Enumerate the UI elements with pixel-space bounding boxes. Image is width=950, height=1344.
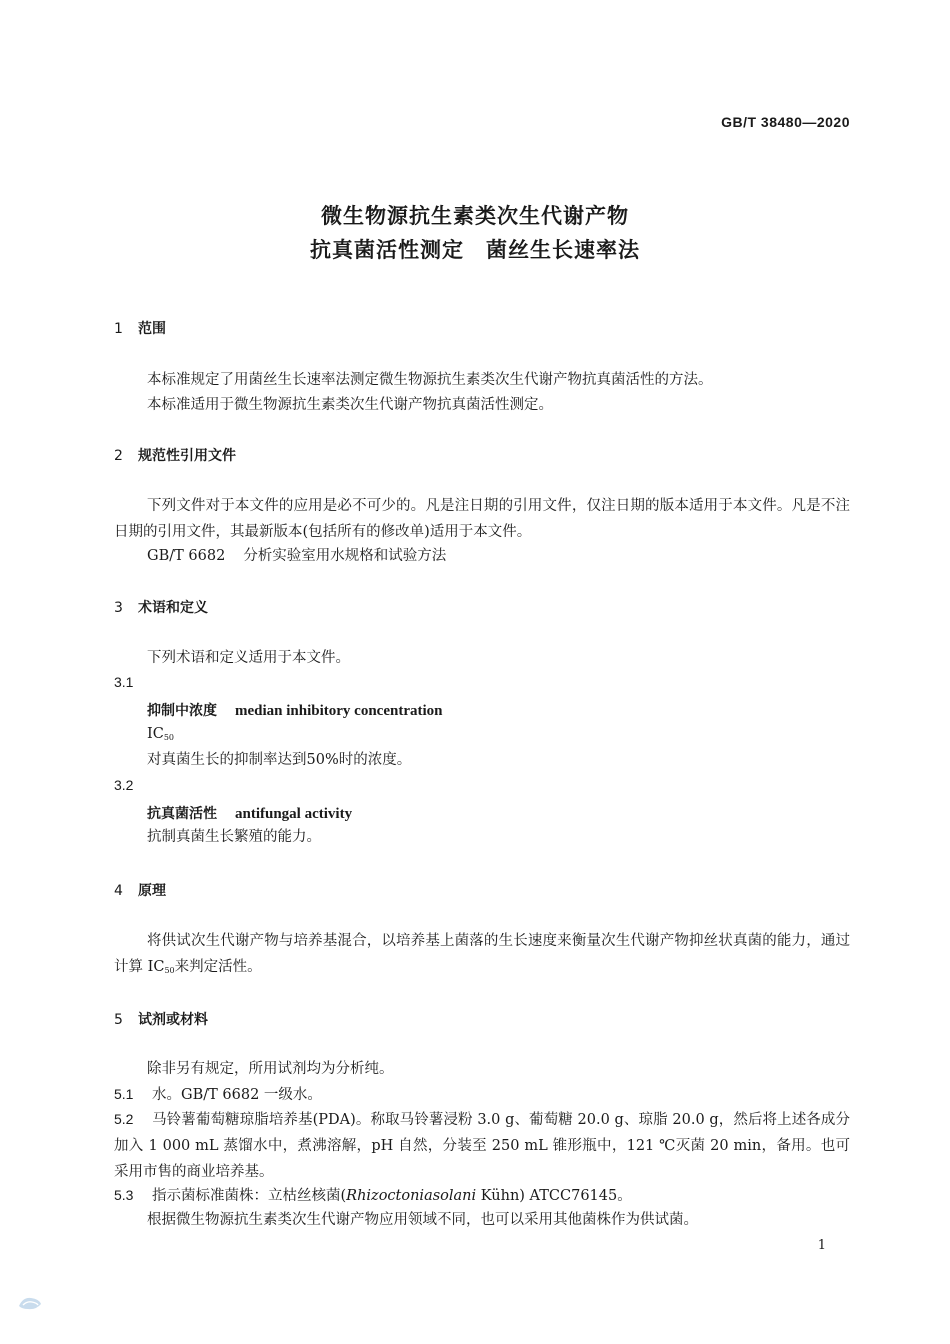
- section-1-paragraph-2: 本标准适用于微生物源抗生素类次生代谢产物抗真菌活性测定。: [147, 397, 553, 413]
- page-number: 1: [817, 1238, 826, 1253]
- item-5-1: 5.1 水。GB/T 6682 一级水。: [114, 1086, 322, 1103]
- term-3-1-name: 抑制中浓度 median inhibitory concentration: [147, 703, 443, 719]
- section-3-paragraph-1: 下列术语和定义适用于本文件。: [147, 650, 350, 666]
- section-1-paragraph-1: 本标准规定了用菌丝生长速率法测定微生物源抗生素类次生代谢产物抗真菌活性的方法。: [147, 372, 713, 388]
- term-number-3-2: 3.2: [114, 777, 134, 793]
- section-heading-2: 2 规范性引用文件: [114, 448, 236, 464]
- term-3-2-name: 抗真菌活性 antifungal activity: [147, 806, 353, 822]
- section-4-paragraph-1: 将供试次生代谢产物与培养基混合，以培养基上菌落的生长速度来衡量次生代谢产物抑丝状真菌的能力，通过计算 $IC_{50}$来判定活性。: [114, 933, 850, 975]
- item-5-2: 5.2 马铃薯葡萄糖琼脂培养基(PDA)。称取马铃薯浸粉 3.0 g、葡萄糖 20.0 g、琼脂 20.0 g，然后将上述各成分加入 1 000 mL 蒸馏水中，煮沸溶解，pH 自然，分装至 250 mL 锥形瓶中，121 ℃灭菌 20 min，备用。也可采用市售的商业培养基。: [114, 1111, 850, 1180]
- document-title-line2: 抗真菌活性测定 菌丝生长速率法: [310, 238, 640, 262]
- term-number-3-1: 3.1: [114, 674, 134, 690]
- standard-code: GB/T 38480—2020: [721, 114, 850, 130]
- publisher-logo-icon: [17, 1294, 43, 1312]
- section-heading-1: 1 范围: [114, 321, 166, 337]
- document-title-line1: 微生物源抗生素类次生代谢产物: [321, 204, 629, 228]
- section-heading-5: 5 试剂或材料: [114, 1012, 208, 1028]
- normative-reference: GB/T 6682 分析实验室用水规格和试验方法: [147, 548, 447, 564]
- section-heading-4: 4 原理: [114, 883, 166, 899]
- section-5-paragraph-last: 根据微生物源抗生素类次生代谢产物应用领域不同，也可以采用其他菌株作为供试菌。: [147, 1212, 698, 1228]
- section-heading-3: 3 术语和定义: [114, 600, 208, 616]
- term-3-2-definition: 抗制真菌生长繁殖的能力。: [147, 829, 321, 845]
- item-5-3: 5.3 指示菌标准菌株：立枯丝核菌(Rhizoctoniasolani Kühn) ATCC76145。: [114, 1187, 632, 1204]
- term-3-1-abbreviation: $IC_{50}$: [147, 726, 175, 742]
- section-5-paragraph-1: 除非另有规定，所用试剂均为分析纯。: [147, 1061, 394, 1077]
- section-2-paragraph-1: 下列文件对于本文件的应用是必不可少的。凡是注日期的引用文件，仅注日期的版本适用于本文件。凡是不注日期的引用文件，其最新版本(包括所有的修改单)适用于本文件。: [114, 498, 850, 540]
- term-3-1-definition: 对真菌生长的抑制率达到50%时的浓度。: [147, 752, 412, 768]
